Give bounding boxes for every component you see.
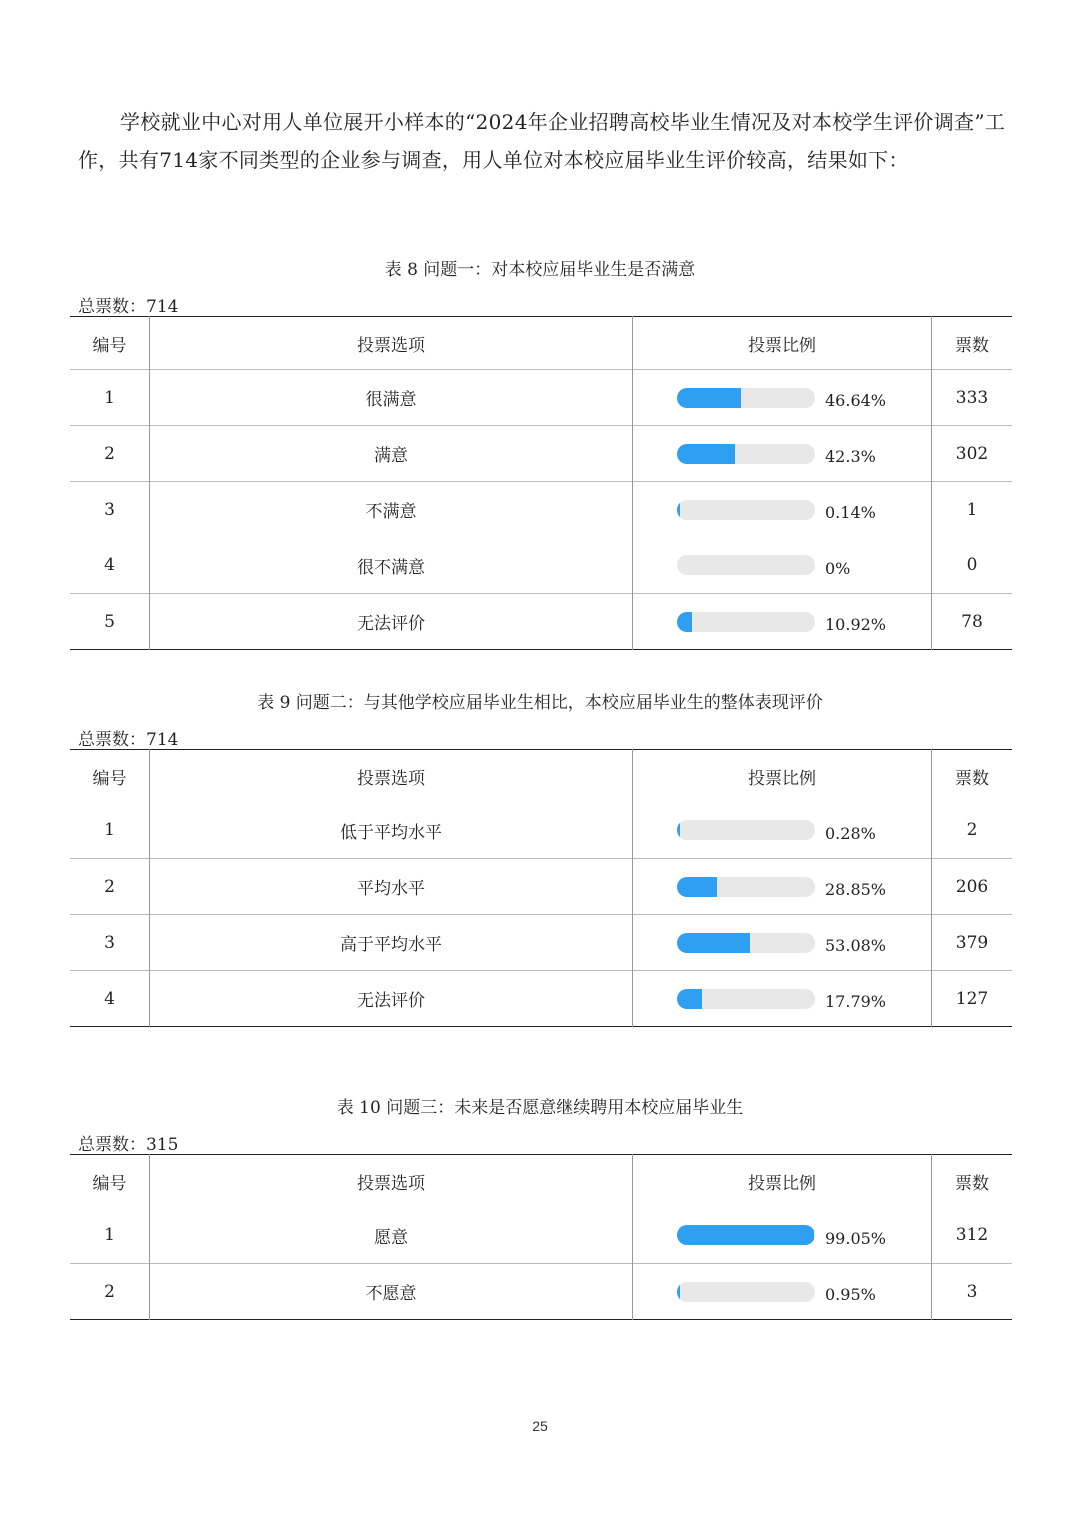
ratio-percent: 0.95%: [825, 1285, 876, 1304]
header-ratio: 投票比例: [633, 1155, 932, 1208]
row-ratio-cell: [633, 859, 932, 915]
row-option: 很满意: [150, 370, 633, 426]
ratio-bar-fill: [677, 444, 735, 464]
ratio-bar-track: [677, 388, 815, 408]
ratio-bar-group: [633, 820, 931, 843]
ratio-bar-group: [633, 933, 931, 953]
row-ratio-cell: [633, 594, 932, 650]
ratio-bar-fill: [677, 1225, 814, 1245]
ratio-bar-group: [633, 989, 931, 1009]
row-option: 无法评价: [150, 594, 633, 650]
row-votes: 0: [966, 555, 978, 576]
row-ratio-cell: [633, 538, 932, 594]
ratio-bar-fill: [677, 612, 692, 632]
ratio-percent: 10.92%: [825, 615, 887, 634]
page-number: 25: [532, 1418, 548, 1434]
ratio-percent: 28.85%: [825, 880, 887, 899]
table-header-row: [70, 1155, 1012, 1208]
row-votes: 78: [961, 611, 983, 632]
intro-paragraph: 学校就业中心对用人单位展开小样本的“2024年企业招聘高校毕业生情况及对本校学生评价调查”工作，共有714家不同类型的企业参与调查，用人单位对本校应届毕业生评价较高，结果如下：: [78, 110, 1006, 172]
ratio-bar-fill: [677, 989, 702, 1009]
ratio-bar-group: [633, 1282, 931, 1302]
row-ratio-cell: [633, 426, 932, 482]
row-votes: 312: [955, 1225, 989, 1246]
row-option: 愿意: [150, 1208, 633, 1264]
header-no: 编号: [70, 317, 150, 370]
row-votes: 302: [955, 443, 989, 464]
ratio-bar-fill: [677, 388, 741, 408]
header-no: 编号: [70, 750, 150, 803]
row-number: 5: [70, 594, 150, 650]
table-row: [70, 538, 1012, 594]
table-9-caption: 表 9 问题二：与其他学校应届毕业生相比，本校应届毕业生的整体表现评价: [257, 693, 823, 713]
table-row: [70, 1264, 1012, 1320]
row-votes: 333: [955, 387, 989, 408]
ratio-bar-group: [633, 877, 931, 897]
header-ratio: 投票比例: [633, 317, 932, 370]
ratio-bar-track: [677, 500, 815, 520]
table-row: [70, 482, 1012, 538]
ratio-bar-fill: [677, 877, 717, 897]
header-no: 编号: [70, 1155, 150, 1208]
row-ratio-cell: [633, 1208, 932, 1264]
ratio-bar-fill: [677, 820, 680, 840]
header-votes: 票数: [955, 768, 989, 789]
ratio-bar-track: [677, 877, 815, 897]
row-votes: 1: [966, 499, 978, 520]
vote-table-9: [70, 749, 1012, 1027]
row-votes: 206: [955, 876, 989, 897]
table-header-row: [70, 750, 1012, 803]
row-ratio-cell: [633, 1264, 932, 1320]
table-10-total-votes: 总票数：315: [78, 1135, 179, 1155]
row-ratio-cell: [633, 915, 932, 971]
row-ratio-cell: [633, 482, 932, 538]
row-number: 1: [70, 370, 150, 426]
row-ratio-cell: [633, 971, 932, 1027]
table-row: [70, 915, 1012, 971]
ratio-percent: 99.05%: [825, 1228, 887, 1248]
row-votes: 127: [955, 988, 989, 1009]
table-row: [70, 426, 1012, 482]
table-8-total-votes: 总票数：714: [78, 297, 179, 317]
header-option: 投票选项: [150, 1155, 633, 1208]
row-option: 不愿意: [150, 1264, 633, 1320]
ratio-bar-fill: [677, 933, 750, 953]
ratio-percent: 0.14%: [825, 503, 876, 523]
header-votes: 票数: [955, 1173, 989, 1194]
ratio-bar-group: [633, 388, 931, 408]
header-option: 投票选项: [150, 750, 633, 803]
ratio-percent: 0.28%: [825, 823, 876, 843]
vote-table-10: [70, 1154, 1012, 1320]
ratio-bar-track: [677, 1225, 815, 1245]
row-number: 3: [70, 915, 150, 971]
table-10-caption: 表 10 问题三：未来是否愿意继续聘用本校应届毕业生: [336, 1098, 744, 1118]
row-votes: 3: [966, 1281, 978, 1302]
ratio-percent: 53.08%: [825, 936, 887, 955]
table-row: [70, 594, 1012, 650]
table-9-total-votes: 总票数：714: [78, 730, 179, 750]
ratio-bar-fill: [677, 500, 680, 520]
ratio-percent: 46.64%: [825, 391, 887, 410]
ratio-bar-group: [633, 1225, 931, 1248]
row-votes: 379: [955, 932, 989, 953]
row-option: 平均水平: [150, 859, 633, 915]
row-ratio-cell: [633, 803, 932, 859]
row-ratio-cell: [633, 370, 932, 426]
row-number: 1: [70, 1208, 150, 1264]
table-8-caption: 表 8 问题一：对本校应届毕业生是否满意: [384, 260, 696, 280]
ratio-bar-group: [633, 500, 931, 523]
vote-table-8: [70, 316, 1012, 650]
ratio-bar-fill: [677, 1282, 680, 1302]
row-number: 1: [70, 803, 150, 859]
table-row: [70, 370, 1012, 426]
ratio-bar-group: [633, 555, 931, 578]
ratio-percent: 0%: [825, 558, 851, 578]
header-ratio: 投票比例: [633, 750, 932, 803]
table-row: [70, 859, 1012, 915]
ratio-bar-track: [677, 555, 815, 575]
row-option: 很不满意: [150, 538, 633, 594]
table-row: [70, 971, 1012, 1027]
ratio-bar-track: [677, 444, 815, 464]
row-number: 2: [70, 426, 150, 482]
table-header-row: [70, 317, 1012, 370]
row-number: 4: [70, 971, 150, 1027]
row-option: 不满意: [150, 482, 633, 538]
row-number: 2: [70, 1264, 150, 1320]
ratio-bar-track: [677, 989, 815, 1009]
ratio-bar-track: [677, 612, 815, 632]
row-option: 高于平均水平: [150, 915, 633, 971]
ratio-bar-track: [677, 820, 815, 840]
row-number: 2: [70, 859, 150, 915]
row-option: 无法评价: [150, 971, 633, 1027]
row-option: 低于平均水平: [150, 803, 633, 859]
row-votes: 2: [966, 820, 978, 841]
header-votes: 票数: [955, 335, 989, 356]
ratio-percent: 42.3%: [825, 447, 876, 466]
ratio-bar-group: [633, 444, 931, 464]
ratio-percent: 17.79%: [825, 992, 887, 1011]
ratio-bar-track: [677, 933, 815, 953]
table-row: [70, 803, 1012, 859]
header-option: 投票选项: [150, 317, 633, 370]
row-number: 3: [70, 482, 150, 538]
table-row: [70, 1208, 1012, 1264]
row-number: 4: [70, 538, 150, 594]
ratio-bar-track: [677, 1282, 815, 1302]
row-option: 满意: [150, 426, 633, 482]
ratio-bar-group: [633, 612, 931, 632]
